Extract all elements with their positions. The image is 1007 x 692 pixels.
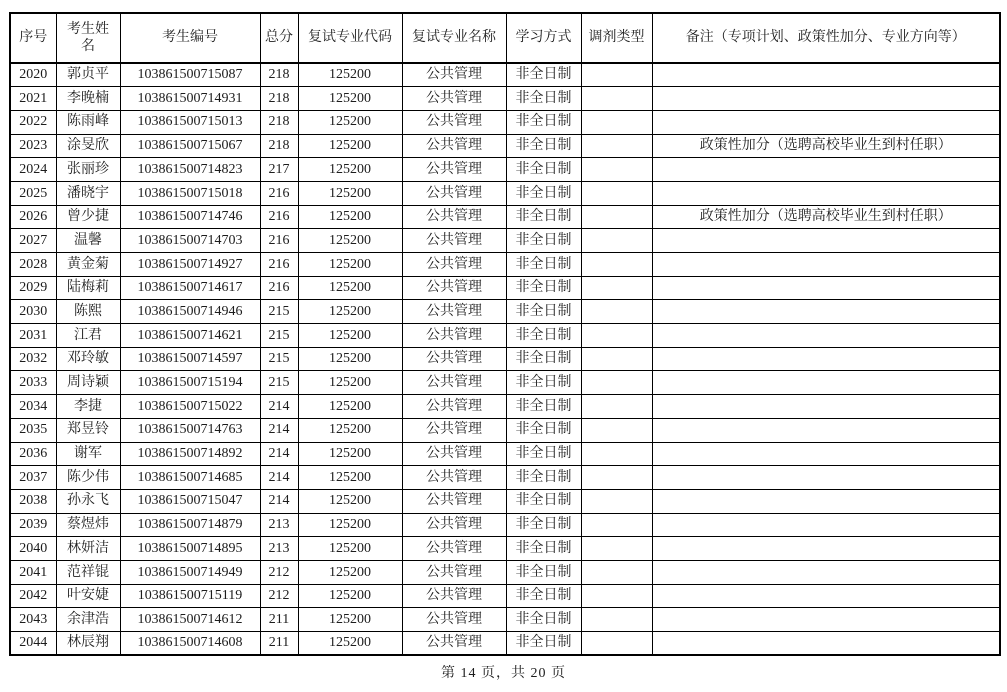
cell-name: 江君: [56, 324, 120, 348]
cell-id: 103861500715194: [120, 371, 260, 395]
cell-adjust: [581, 442, 652, 466]
cell-code: 125200: [298, 87, 402, 111]
cell-mode: 非全日制: [506, 489, 581, 513]
cell-id: 103861500714949: [120, 560, 260, 584]
cell-adjust: [581, 418, 652, 442]
cell-name: 陈熙: [56, 300, 120, 324]
cell-mode: 非全日制: [506, 513, 581, 537]
table-row: [10, 87, 1000, 111]
cell-score: 215: [260, 371, 298, 395]
cell-code: 125200: [298, 560, 402, 584]
cell-seq: 2044: [10, 632, 56, 656]
cell-code: 125200: [298, 253, 402, 277]
cell-code: 125200: [298, 205, 402, 229]
cell-mode: 非全日制: [506, 347, 581, 371]
cell-adjust: [581, 513, 652, 537]
column-header-label: 学习方式: [515, 30, 572, 46]
cell-seq: 2035: [10, 418, 56, 442]
cell-mode: 非全日制: [506, 442, 581, 466]
cell-adjust: [581, 371, 652, 395]
cell-major: 公共管理: [402, 276, 506, 300]
cell-major: 公共管理: [402, 253, 506, 277]
cell-remark: [652, 489, 1000, 513]
cell-id: 103861500715087: [120, 63, 260, 87]
column-header-label: 复试专业代码: [308, 30, 392, 46]
cell-id: 103861500714927: [120, 253, 260, 277]
cell-name: 周诗颖: [56, 371, 120, 395]
column-header-label: 序号: [19, 30, 48, 46]
cell-code: 125200: [298, 229, 402, 253]
cell-major: 公共管理: [402, 205, 506, 229]
cell-id: 103861500714621: [120, 324, 260, 348]
cell-score: 218: [260, 110, 298, 134]
cell-mode: 非全日制: [506, 253, 581, 277]
cell-score: 213: [260, 513, 298, 537]
cell-remark: [652, 181, 1000, 205]
cell-id: 103861500715018: [120, 181, 260, 205]
table-row: [10, 253, 1000, 277]
column-header-major: [402, 13, 506, 63]
cell-id: 103861500714931: [120, 87, 260, 111]
cell-adjust: [581, 608, 652, 632]
cell-mode: 非全日制: [506, 205, 581, 229]
cell-score: 216: [260, 181, 298, 205]
cell-seq: 2027: [10, 229, 56, 253]
cell-code: 125200: [298, 371, 402, 395]
cell-code: 125200: [298, 300, 402, 324]
cell-code: 125200: [298, 584, 402, 608]
cell-code: 125200: [298, 395, 402, 419]
cell-score: 214: [260, 489, 298, 513]
cell-adjust: [581, 324, 652, 348]
cell-name: 郑昱铃: [56, 418, 120, 442]
table-row: [10, 418, 1000, 442]
table-row: [10, 442, 1000, 466]
cell-remark: [652, 537, 1000, 561]
cell-seq: 2041: [10, 560, 56, 584]
table-row: [10, 395, 1000, 419]
table-row: [10, 560, 1000, 584]
cell-score: 218: [260, 134, 298, 158]
cell-name: 孙永飞: [56, 489, 120, 513]
table-row: [10, 134, 1000, 158]
cell-name: 张丽珍: [56, 158, 120, 182]
cell-id: 103861500715022: [120, 395, 260, 419]
cell-score: 216: [260, 205, 298, 229]
cell-seq: 2038: [10, 489, 56, 513]
cell-score: 214: [260, 466, 298, 490]
cell-adjust: [581, 584, 652, 608]
cell-seq: 2040: [10, 537, 56, 561]
cell-code: 125200: [298, 276, 402, 300]
cell-seq: 2034: [10, 395, 56, 419]
column-header-label: 总分: [265, 30, 293, 46]
cell-adjust: [581, 158, 652, 182]
cell-remark: [652, 632, 1000, 656]
cell-id: 103861500715047: [120, 489, 260, 513]
cell-seq: 2031: [10, 324, 56, 348]
cell-id: 103861500714608: [120, 632, 260, 656]
cell-code: 125200: [298, 134, 402, 158]
cell-remark: [652, 229, 1000, 253]
cell-name: 涂旻欣: [56, 134, 120, 158]
cell-adjust: [581, 489, 652, 513]
column-header-remark: [652, 13, 1000, 63]
cell-seq: 2033: [10, 371, 56, 395]
table-row: [10, 584, 1000, 608]
cell-seq: 2032: [10, 347, 56, 371]
cell-mode: 非全日制: [506, 181, 581, 205]
cell-major: 公共管理: [402, 395, 506, 419]
cell-major: 公共管理: [402, 110, 506, 134]
cell-id: 103861500714892: [120, 442, 260, 466]
table-row: [10, 632, 1000, 656]
cell-adjust: [581, 134, 652, 158]
cell-remark: [652, 300, 1000, 324]
cell-adjust: [581, 229, 652, 253]
cell-major: 公共管理: [402, 489, 506, 513]
cell-remark: [652, 513, 1000, 537]
cell-code: 125200: [298, 489, 402, 513]
cell-mode: 非全日制: [506, 324, 581, 348]
cell-mode: 非全日制: [506, 632, 581, 656]
cell-remark: [652, 584, 1000, 608]
cell-adjust: [581, 347, 652, 371]
column-header-seq: [10, 13, 56, 63]
cell-score: 214: [260, 395, 298, 419]
cell-code: 125200: [298, 347, 402, 371]
table-row: [10, 513, 1000, 537]
cell-major: 公共管理: [402, 584, 506, 608]
column-header-label: 考生编号: [162, 30, 218, 46]
cell-score: 216: [260, 253, 298, 277]
column-header-mode: [506, 13, 581, 63]
table-row: [10, 158, 1000, 182]
page-footer: 第 14 页，共 20 页: [441, 666, 566, 681]
table-row: [10, 466, 1000, 490]
cell-code: 125200: [298, 513, 402, 537]
cell-id: 103861500714879: [120, 513, 260, 537]
table-row: [10, 63, 1000, 87]
cell-name: 陆梅莉: [56, 276, 120, 300]
cell-major: 公共管理: [402, 181, 506, 205]
cell-seq: 2030: [10, 300, 56, 324]
cell-name: 谢军: [56, 442, 120, 466]
cell-seq: 2023: [10, 134, 56, 158]
cell-id: 103861500714895: [120, 537, 260, 561]
table-body: [10, 63, 1000, 655]
cell-score: 215: [260, 300, 298, 324]
cell-id: 103861500714617: [120, 276, 260, 300]
cell-major: 公共管理: [402, 608, 506, 632]
cell-seq: 2026: [10, 205, 56, 229]
cell-code: 125200: [298, 158, 402, 182]
cell-code: 125200: [298, 537, 402, 561]
cell-mode: 非全日制: [506, 608, 581, 632]
cell-name: 陈少伟: [56, 466, 120, 490]
cell-code: 125200: [298, 418, 402, 442]
cell-name: 李晚楠: [56, 87, 120, 111]
cell-name: 郭贞平: [56, 63, 120, 87]
cell-adjust: [581, 276, 652, 300]
cell-mode: 非全日制: [506, 63, 581, 87]
cell-id: 103861500714685: [120, 466, 260, 490]
cell-code: 125200: [298, 110, 402, 134]
cell-adjust: [581, 110, 652, 134]
cell-id: 103861500714823: [120, 158, 260, 182]
cell-mode: 非全日制: [506, 371, 581, 395]
cell-remark: [652, 395, 1000, 419]
cell-score: 218: [260, 87, 298, 111]
cell-score: 212: [260, 584, 298, 608]
cell-code: 125200: [298, 324, 402, 348]
column-header-label: 复试专业名称: [412, 30, 496, 46]
cell-code: 125200: [298, 608, 402, 632]
cell-major: 公共管理: [402, 158, 506, 182]
cell-adjust: [581, 87, 652, 111]
cell-score: 218: [260, 63, 298, 87]
table-row: [10, 205, 1000, 229]
cell-name: 潘晓宇: [56, 181, 120, 205]
cell-score: 216: [260, 229, 298, 253]
column-header-score: [260, 13, 298, 63]
cell-seq: 2043: [10, 608, 56, 632]
cell-seq: 2021: [10, 87, 56, 111]
cell-remark: [652, 253, 1000, 277]
cell-remark: [652, 466, 1000, 490]
cell-mode: 非全日制: [506, 537, 581, 561]
cell-remark: [652, 276, 1000, 300]
table-row: [10, 300, 1000, 324]
table-row: [10, 489, 1000, 513]
cell-major: 公共管理: [402, 560, 506, 584]
table-row: [10, 371, 1000, 395]
cell-score: 214: [260, 418, 298, 442]
cell-seq: 2020: [10, 63, 56, 87]
cell-seq: 2042: [10, 584, 56, 608]
cell-code: 125200: [298, 63, 402, 87]
cell-score: 215: [260, 347, 298, 371]
cell-seq: 2025: [10, 181, 56, 205]
cell-seq: 2036: [10, 442, 56, 466]
cell-remark: [652, 371, 1000, 395]
table-row: [10, 110, 1000, 134]
cell-name: 叶安婕: [56, 584, 120, 608]
cell-mode: 非全日制: [506, 584, 581, 608]
cell-adjust: [581, 253, 652, 277]
cell-mode: 非全日制: [506, 466, 581, 490]
cell-id: 103861500714703: [120, 229, 260, 253]
cell-adjust: [581, 300, 652, 324]
cell-name: 林妍洁: [56, 537, 120, 561]
cell-score: 216: [260, 276, 298, 300]
cell-major: 公共管理: [402, 300, 506, 324]
cell-id: 103861500715119: [120, 584, 260, 608]
table-row: [10, 181, 1000, 205]
cell-code: 125200: [298, 632, 402, 656]
cell-id: 103861500714946: [120, 300, 260, 324]
table-row: [10, 324, 1000, 348]
cell-id: 103861500714746: [120, 205, 260, 229]
cell-code: 125200: [298, 466, 402, 490]
cell-mode: 非全日制: [506, 87, 581, 111]
table-row: [10, 229, 1000, 253]
cell-score: 215: [260, 324, 298, 348]
cell-mode: 非全日制: [506, 229, 581, 253]
cell-name: 曾少捷: [56, 205, 120, 229]
cell-name: 李捷: [56, 395, 120, 419]
cell-remark: [652, 608, 1000, 632]
cell-seq: 2024: [10, 158, 56, 182]
cell-score: 211: [260, 608, 298, 632]
cell-remark: [652, 442, 1000, 466]
cell-major: 公共管理: [402, 537, 506, 561]
cell-score: 212: [260, 560, 298, 584]
column-header-label: 考生姓名: [67, 21, 109, 54]
cell-remark: [652, 158, 1000, 182]
cell-seq: 2037: [10, 466, 56, 490]
cell-name: 余津浩: [56, 608, 120, 632]
cell-major: 公共管理: [402, 324, 506, 348]
cell-remark: [652, 347, 1000, 371]
cell-seq: 2022: [10, 110, 56, 134]
cell-adjust: [581, 537, 652, 561]
cell-major: 公共管理: [402, 134, 506, 158]
cell-major: 公共管理: [402, 442, 506, 466]
cell-id: 103861500715067: [120, 134, 260, 158]
table-row: [10, 276, 1000, 300]
cell-major: 公共管理: [402, 229, 506, 253]
cell-mode: 非全日制: [506, 134, 581, 158]
cell-adjust: [581, 205, 652, 229]
cell-mode: 非全日制: [506, 560, 581, 584]
cell-score: 213: [260, 537, 298, 561]
cell-remark: [652, 110, 1000, 134]
cell-remark: 政策性加分（选聘高校毕业生到村任职）: [652, 205, 1000, 229]
cell-major: 公共管理: [402, 347, 506, 371]
cell-name: 邓玲敏: [56, 347, 120, 371]
cell-major: 公共管理: [402, 418, 506, 442]
cell-adjust: [581, 560, 652, 584]
cell-major: 公共管理: [402, 371, 506, 395]
cell-adjust: [581, 63, 652, 87]
column-header-id: [120, 13, 260, 63]
table-row: [10, 537, 1000, 561]
cell-mode: 非全日制: [506, 395, 581, 419]
cell-id: 103861500714763: [120, 418, 260, 442]
cell-remark: [652, 560, 1000, 584]
column-header-label: 调剂类型: [588, 30, 645, 46]
cell-adjust: [581, 632, 652, 656]
column-header-name: [56, 13, 120, 63]
cell-seq: 2029: [10, 276, 56, 300]
cell-score: 211: [260, 632, 298, 656]
cell-adjust: [581, 395, 652, 419]
cell-mode: 非全日制: [506, 110, 581, 134]
cell-mode: 非全日制: [506, 276, 581, 300]
cell-score: 214: [260, 442, 298, 466]
cell-mode: 非全日制: [506, 300, 581, 324]
cell-id: 103861500715013: [120, 110, 260, 134]
cell-name: 范祥锟: [56, 560, 120, 584]
cell-remark: 政策性加分（选聘高校毕业生到村任职）: [652, 134, 1000, 158]
cell-seq: 2028: [10, 253, 56, 277]
cell-code: 125200: [298, 442, 402, 466]
cell-name: 陈雨峰: [56, 110, 120, 134]
column-header-code: [298, 13, 402, 63]
table-row: [10, 608, 1000, 632]
cell-name: 蔡煜炜: [56, 513, 120, 537]
cell-score: 217: [260, 158, 298, 182]
cell-adjust: [581, 466, 652, 490]
cell-remark: [652, 63, 1000, 87]
cell-seq: 2039: [10, 513, 56, 537]
cell-remark: [652, 87, 1000, 111]
cell-major: 公共管理: [402, 632, 506, 656]
cell-major: 公共管理: [402, 466, 506, 490]
cell-major: 公共管理: [402, 63, 506, 87]
cell-code: 125200: [298, 181, 402, 205]
cell-id: 103861500714597: [120, 347, 260, 371]
cell-id: 103861500714612: [120, 608, 260, 632]
table-row: [10, 347, 1000, 371]
table-header-row: [10, 13, 1000, 63]
cell-mode: 非全日制: [506, 418, 581, 442]
cell-adjust: [581, 181, 652, 205]
cell-mode: 非全日制: [506, 158, 581, 182]
cell-remark: [652, 324, 1000, 348]
cell-major: 公共管理: [402, 513, 506, 537]
cell-name: 温馨: [56, 229, 120, 253]
column-header-label: 备注（专项计划、政策性加分、专业方向等）: [685, 30, 966, 46]
cell-name: 林辰翔: [56, 632, 120, 656]
cell-major: 公共管理: [402, 87, 506, 111]
cell-remark: [652, 418, 1000, 442]
cell-name: 黄金菊: [56, 253, 120, 277]
candidates-table: [9, 12, 1001, 656]
column-header-adjust: [581, 13, 652, 63]
